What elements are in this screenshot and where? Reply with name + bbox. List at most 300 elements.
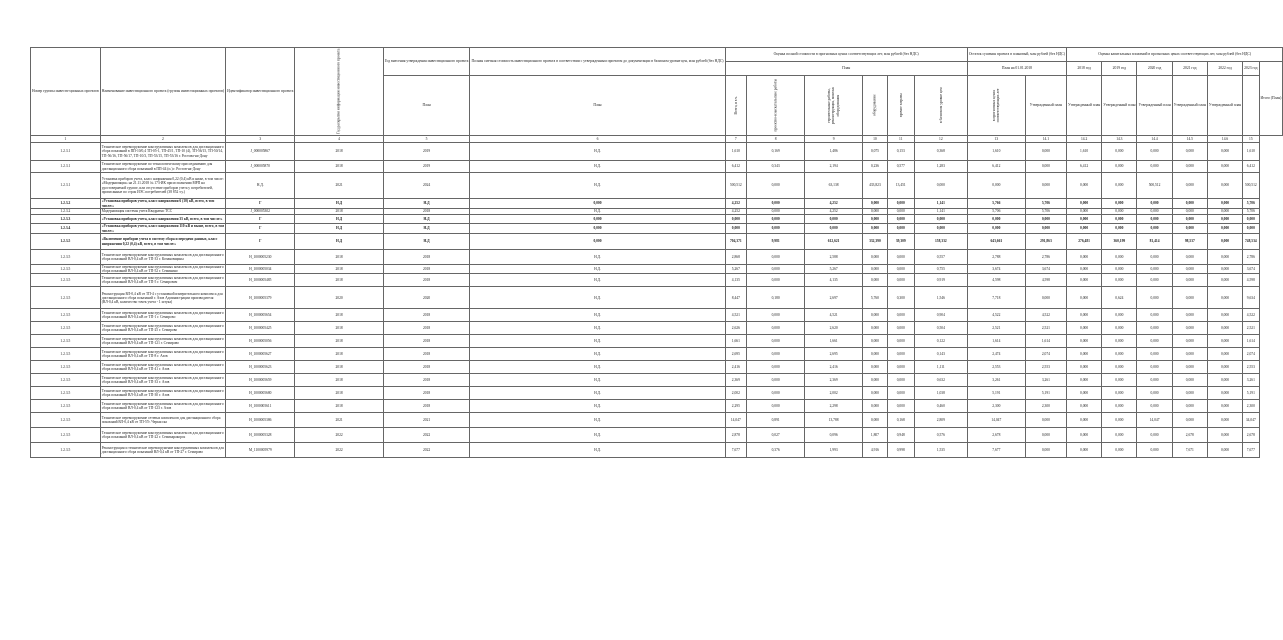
value-cell: 0,000	[887, 387, 914, 400]
value-cell: Н.Д	[295, 215, 383, 224]
group-number-cell: 1.2.3.5	[31, 322, 101, 335]
group-number-cell: 1.2.3.5	[31, 234, 101, 250]
value-cell: 4,598	[1025, 274, 1066, 287]
table-row	[31, 173, 1283, 199]
value-cell: Н.Д.	[470, 143, 725, 161]
project-name-cell: Техническое перевооружение конструктивных комплексов для дистанционного сбора показаний ВЛ-0,4 кВ от ТП-25 г. Семирово	[100, 322, 225, 335]
value-cell: 7,718	[967, 287, 1025, 309]
value-cell: 2018	[295, 309, 383, 322]
value-cell: 2,788	[967, 250, 1025, 265]
value-cell: 0,000	[887, 274, 914, 287]
value-cell: 0,000	[1172, 361, 1207, 374]
value-cell: 2018	[383, 309, 470, 322]
value-cell: 0,000	[725, 224, 747, 234]
value-cell: 0,000	[887, 374, 914, 387]
value-cell: 291,863	[1025, 234, 1066, 250]
value-cell: J_000005302	[226, 209, 295, 215]
value-cell: 2,194	[805, 161, 863, 173]
table-row	[31, 348, 1283, 361]
value-cell: 0,000	[1207, 387, 1242, 400]
value-cell: 0,000	[1207, 309, 1242, 322]
value-cell: 2021	[383, 413, 470, 428]
value-cell: 39,309	[887, 234, 914, 250]
value-cell: 643,661	[967, 234, 1025, 250]
value-cell: Н.Д.	[470, 209, 725, 215]
value-cell: 0,755	[914, 265, 967, 274]
hdr-sub-total: Всего, в т.ч.	[725, 76, 747, 136]
value-cell: 0,000	[887, 400, 914, 413]
value-cell: 0,000	[1102, 143, 1137, 161]
column-number: 14.4	[1137, 136, 1172, 143]
column-number: 14.2	[1066, 136, 1101, 143]
project-name-cell: Техническое перевооружение сетевых комплексов для дистанционного сбора показаний ВЛ-0,4 кВ от ТП-57г. Черкасска	[100, 413, 225, 428]
hdr-group-number: Номер группы инвести-ционных проектов	[31, 48, 101, 136]
value-cell: 1,614	[967, 335, 1025, 348]
value-cell: 2018	[383, 209, 470, 215]
value-cell: 2021	[295, 173, 383, 199]
value-cell: 0,000	[1137, 209, 1172, 215]
value-cell: 0,000	[1102, 224, 1137, 234]
value-cell: Н.Д.	[470, 361, 725, 374]
group-number-cell: 1.2.3.5	[31, 265, 101, 274]
hdr-year-2019: 2019 год	[1102, 62, 1137, 76]
value-cell: 4,135	[805, 274, 863, 287]
value-cell: 0,000	[863, 209, 888, 215]
value-cell: 0,000	[747, 335, 805, 348]
hdr-sub-base-prices: в базисном уровне цен	[914, 76, 967, 136]
table-row	[31, 400, 1283, 413]
value-cell: 0,000	[1172, 387, 1207, 400]
value-cell: 0,300	[887, 287, 914, 309]
value-cell: Н.Д.	[470, 161, 725, 173]
value-cell: 0,000	[1137, 400, 1172, 413]
group-number-cell: 1.2.3.5	[31, 250, 101, 265]
hdr-approval-year: Год внесения утверждения инвестиционного проекта	[383, 48, 470, 76]
value-cell: 0,000	[470, 215, 725, 224]
hdr-year-2021: 2021 год	[1172, 62, 1207, 76]
value-cell: 2,878	[725, 428, 747, 443]
value-cell: Н.Д	[383, 199, 470, 209]
value-cell: 0,632	[914, 374, 967, 387]
value-cell: 2,074	[1025, 348, 1066, 361]
value-cell: 0,000	[1172, 143, 1207, 161]
value-cell: 1,661	[805, 335, 863, 348]
value-cell: 2020	[295, 287, 383, 309]
value-cell: 0,000	[1243, 224, 1259, 234]
value-cell: 0,000	[1172, 287, 1207, 309]
value-cell: 0,000	[1066, 199, 1101, 209]
value-cell: H_1000005379	[226, 287, 295, 309]
value-cell: 13,788	[805, 413, 863, 428]
value-cell: 0,000	[863, 224, 888, 234]
group-number-cell: 1.2.3.5	[31, 287, 101, 309]
value-cell: H_1000005386	[226, 413, 295, 428]
value-cell: 0,000	[1025, 428, 1066, 443]
value-cell: Н.Д.	[470, 413, 725, 428]
value-cell: 2018	[383, 322, 470, 335]
value-cell: 2,786	[1025, 250, 1066, 265]
group-number-cell: 1.2.3.5	[31, 374, 101, 387]
value-cell: 0,000	[1172, 215, 1207, 224]
value-cell: 0,000	[863, 361, 888, 374]
value-cell: 2,369	[805, 374, 863, 387]
hdr-sub-other: прочие затраты	[887, 76, 914, 136]
value-cell: 0,000	[863, 309, 888, 322]
value-cell: 2022	[383, 443, 470, 458]
value-cell: H_1000005623	[226, 361, 295, 374]
value-cell: Н.Д.	[470, 374, 725, 387]
table-row	[31, 287, 1283, 309]
value-cell: 0,000	[1207, 374, 1242, 387]
value-cell: 0,000	[887, 199, 914, 209]
value-cell: 0,460	[914, 400, 967, 413]
value-cell: 3,261	[1025, 374, 1066, 387]
value-cell: 14,047	[967, 413, 1025, 428]
value-cell: 1,111	[914, 361, 967, 374]
value-cell: 500,512	[1243, 173, 1259, 199]
table-row	[31, 265, 1283, 274]
value-cell: 5,267	[805, 265, 863, 274]
value-cell: 0,000	[470, 199, 725, 209]
value-cell: 1,283	[914, 161, 967, 173]
value-cell: 0,000	[1172, 224, 1207, 234]
value-cell: 2,416	[805, 361, 863, 374]
value-cell: 0,904	[914, 309, 967, 322]
value-cell: 3,674	[1025, 265, 1066, 274]
value-cell: Н.Д.	[470, 387, 725, 400]
column-number: 5	[383, 136, 470, 143]
value-cell: 1,610	[1243, 143, 1259, 161]
value-cell: 2,678	[1243, 428, 1259, 443]
project-name-cell: «Установка приборов учета, класс напряжения 110 кВ и выше, всего, в том числе:»	[101, 224, 225, 233]
value-cell: H_1000005485	[226, 274, 295, 287]
value-cell: 2018	[295, 322, 383, 335]
value-cell: 0,000	[1137, 199, 1172, 209]
value-cell: 0,000	[1207, 161, 1242, 173]
hdr-sub-plan-5: План	[383, 76, 470, 136]
value-cell: 0,000	[887, 265, 914, 274]
value-cell: 2,695	[805, 348, 863, 361]
value-cell: 0,000	[1207, 348, 1242, 361]
value-cell: 0,000	[1066, 335, 1101, 348]
value-cell: 0,000	[1172, 309, 1207, 322]
value-cell: 2019	[383, 143, 470, 161]
table-row	[31, 224, 1283, 234]
value-cell: 0,000	[887, 361, 914, 374]
value-cell: 5,766	[967, 199, 1025, 209]
value-cell: 2018	[383, 374, 470, 387]
value-cell: 612,621	[805, 234, 863, 250]
value-cell: 2018	[295, 348, 383, 361]
header-row-1	[31, 48, 1283, 62]
value-cell: H_1000005230	[226, 250, 295, 265]
project-name-cell: Техническое перевооружение конструктивных комплексов для дистанционного сбора показаний ВЛ-0,4 кВ от ТП-41 г. Азов	[100, 361, 225, 374]
value-cell: 5,706	[1025, 209, 1066, 215]
value-cell: 2,521	[1243, 322, 1259, 335]
value-cell: 0,000	[1025, 413, 1066, 428]
value-cell: Н.Д.	[470, 335, 725, 348]
value-cell: 3,674	[967, 265, 1025, 274]
column-number: 14.3	[1102, 136, 1137, 143]
value-cell: 63,138	[805, 173, 863, 199]
table-row	[31, 234, 1283, 250]
value-cell: 0,000	[1066, 428, 1101, 443]
value-cell: 0,504	[914, 322, 967, 335]
value-cell: 0,180	[747, 287, 805, 309]
value-cell: 2,300	[1243, 400, 1259, 413]
hdr-project-id: Идентификатор инвестиционного проекта	[226, 48, 295, 136]
table-row	[31, 335, 1283, 348]
hdr-year-2023: 2023 год	[1243, 62, 1259, 76]
value-cell: 2,369	[725, 374, 747, 387]
column-number: 15	[1243, 136, 1259, 143]
value-cell: 0,000	[863, 215, 888, 224]
value-cell: 5,191	[1025, 387, 1066, 400]
value-cell: 0,000	[863, 274, 888, 287]
value-cell: 2,697	[805, 287, 863, 309]
value-cell: 2,588	[805, 250, 863, 265]
value-cell: 0,948	[887, 428, 914, 443]
value-cell: 5,191	[967, 387, 1025, 400]
value-cell: 0,000	[1172, 335, 1207, 348]
value-cell: Н.Д.	[470, 348, 725, 361]
value-cell: H_1000005627	[226, 348, 295, 361]
value-cell: 2018	[383, 348, 470, 361]
value-cell: 14,047	[725, 413, 747, 428]
value-cell: 0,000	[747, 173, 805, 199]
value-cell: 500,512	[725, 173, 747, 199]
value-cell: 5,706	[1025, 199, 1066, 209]
value-cell: 0,000	[1207, 143, 1242, 161]
value-cell: 0,000	[747, 374, 805, 387]
value-cell: 0,000	[1172, 322, 1207, 335]
value-cell: 0,557	[914, 250, 967, 265]
value-cell: 9,981	[747, 234, 805, 250]
value-cell: 0,000	[1137, 215, 1172, 224]
value-cell: 3,261	[967, 374, 1025, 387]
value-cell: 0,000	[967, 224, 1025, 234]
value-cell: 0,000	[1137, 309, 1172, 322]
value-cell: 7,671	[1172, 443, 1207, 458]
project-name-cell: Техническое перевооружение конструктивных комплексов для дистанционного сбора показаний ВЛ-0,4 кВ от ТП-22 г. Семикаракорск	[100, 428, 225, 443]
table-row	[31, 374, 1283, 387]
value-cell: H_1000005034	[226, 265, 295, 274]
value-cell: 81,414	[1137, 234, 1172, 250]
value-cell: 0,000	[1207, 335, 1242, 348]
group-number-cell: 1.2.3.5	[31, 413, 101, 428]
hdr-capital-investments: Оценка капитальных вложений в прогнозных ценах соответствующих лет, млн рублей (без НДС)	[1066, 48, 1282, 62]
hdr-project-name: Наименование инвестиционного проекта (группы инвестиционных проектов)	[100, 48, 225, 136]
hdr-year-2022: 2022 год	[1207, 62, 1242, 76]
value-cell: 0,998	[887, 443, 914, 458]
value-cell: 0,000	[887, 322, 914, 335]
value-cell: 1,614	[1243, 335, 1259, 348]
table-row	[31, 215, 1283, 224]
value-cell: 2018	[295, 335, 383, 348]
hdr-sub-forecast-prices: в прогнозных ценах соответствующих лет	[967, 76, 1025, 136]
value-cell: 0,000	[863, 413, 888, 428]
value-cell: 0,000	[863, 374, 888, 387]
value-cell: 0,169	[747, 143, 805, 161]
value-cell: 2022	[295, 428, 383, 443]
value-cell: 6,412	[725, 161, 747, 173]
value-cell: 0,000	[1102, 374, 1137, 387]
value-cell: 0,000	[1243, 215, 1259, 224]
value-cell: 0,000	[863, 265, 888, 274]
value-cell: 0,168	[887, 413, 914, 428]
value-cell: 2,553	[1243, 361, 1259, 374]
value-cell: 6,412	[1243, 161, 1259, 173]
value-cell: 0,075	[863, 143, 888, 161]
value-cell: H_1000005654	[226, 309, 295, 322]
project-name-cell: Техническое перевооружение конструктивных комплексов для дистанционного сбора показаний ВЛ-0,4 кВ от ТП-30 г. Азов	[100, 387, 225, 400]
value-cell: Н.Д.	[470, 250, 725, 265]
value-cell: 0,000	[863, 322, 888, 335]
group-number-cell: 1.2.3.5	[31, 400, 101, 413]
value-cell: 0,000	[1172, 400, 1207, 413]
value-cell: 0,236	[863, 161, 888, 173]
value-cell: 34,047	[1243, 413, 1259, 428]
value-cell: 0,000	[1066, 215, 1101, 224]
value-cell: 2,786	[1243, 250, 1259, 265]
value-cell: 0,000	[725, 215, 747, 224]
value-cell: 0,000	[914, 173, 967, 199]
value-cell: 0,000	[1102, 348, 1137, 361]
value-cell: 2024	[383, 173, 470, 199]
value-cell: 0,000	[1066, 374, 1101, 387]
value-cell: 0,000	[1066, 309, 1101, 322]
value-cell: 4,598	[1243, 274, 1259, 287]
column-number: 2	[100, 136, 225, 143]
value-cell: 2,416	[725, 361, 747, 374]
table-row	[31, 199, 1283, 209]
value-cell: 360,199	[1102, 234, 1137, 250]
value-cell: H_1000005680	[226, 387, 295, 400]
hdr-total: Итого (План)	[1259, 62, 1283, 136]
value-cell: 0,000	[1207, 413, 1242, 428]
value-cell: Г	[226, 199, 295, 209]
column-number: 7	[725, 136, 747, 143]
group-number-cell: 1.2.3.5	[31, 443, 101, 458]
value-cell: 0,000	[1172, 173, 1207, 199]
value-cell: 158,332	[914, 234, 967, 250]
value-cell: 0,096	[805, 428, 863, 443]
value-cell: 0,000	[863, 250, 888, 265]
value-cell: 3,674	[1243, 265, 1259, 274]
group-number-cell: 1.2.3.5	[31, 387, 101, 400]
value-cell: 0,000	[470, 234, 725, 250]
table-row	[31, 143, 1283, 161]
value-cell: 0,000	[1066, 413, 1101, 428]
value-cell: 14,047	[1137, 413, 1172, 428]
value-cell: 0,000	[1102, 309, 1137, 322]
value-cell: 2018	[383, 387, 470, 400]
value-cell: 0,000	[1137, 265, 1172, 274]
value-cell: 0,000	[1025, 443, 1066, 458]
table-row	[31, 413, 1283, 428]
value-cell: 0,000	[1102, 250, 1137, 265]
value-cell: 0,000	[914, 215, 967, 224]
hdr-disclosure-year: Год раскрытия информации инвестиционного проекта	[295, 48, 383, 136]
value-cell: 4,252	[805, 199, 863, 209]
value-cell: Н.Д.	[470, 265, 725, 274]
value-cell: 2,521	[1025, 322, 1066, 335]
project-name-cell: Техническое перевооружение конструктивных комплексов для дистанционного сбора показаний ВЛ-0,4 кВ от ТП-5 г. Семирович	[100, 274, 225, 287]
value-cell: 2,521	[967, 322, 1025, 335]
value-cell: 0,000	[1137, 161, 1172, 173]
value-cell: 4,916	[863, 443, 888, 458]
group-number-cell: 1.2.3.5	[31, 428, 101, 443]
value-cell: Н.Д.	[470, 322, 725, 335]
hdr-year-2018: 2018 год	[1066, 62, 1101, 76]
value-cell: 0,000	[747, 387, 805, 400]
value-cell: 2,678	[967, 428, 1025, 443]
value-cell: 7,677	[725, 443, 747, 458]
value-cell: 0,000	[747, 274, 805, 287]
value-cell: 0,122	[914, 335, 967, 348]
value-cell: 0,000	[887, 215, 914, 224]
value-cell: Н.Д.	[470, 173, 725, 199]
value-cell: 2018	[295, 387, 383, 400]
table-row	[31, 250, 1283, 265]
value-cell: J_000005867	[226, 143, 295, 161]
value-cell: 0,000	[805, 215, 863, 224]
value-cell: 0,000	[1102, 387, 1137, 400]
value-cell: 0,000	[1172, 374, 1207, 387]
value-cell: 0,000	[1066, 265, 1101, 274]
value-cell: 2018	[295, 250, 383, 265]
value-cell: 0,000	[1066, 250, 1101, 265]
value-cell: 0,000	[1066, 287, 1101, 309]
value-cell: 2018	[295, 361, 383, 374]
column-number: 6	[470, 136, 725, 143]
table-row	[31, 387, 1283, 400]
value-cell: 0,000	[1207, 443, 1242, 458]
value-cell: 0,000	[1025, 173, 1066, 199]
value-cell: 0,000	[1137, 361, 1172, 374]
value-cell: 433,823	[863, 173, 888, 199]
value-cell: 0,000	[1172, 161, 1207, 173]
value-cell: Н.Д.	[470, 274, 725, 287]
table-row	[31, 428, 1283, 443]
value-cell: 1,141	[914, 209, 967, 215]
value-cell: 2,678	[1172, 428, 1207, 443]
value-cell: 0,624	[1102, 287, 1137, 309]
value-cell: 2,553	[967, 361, 1025, 374]
project-name-cell: Техническое перевооружение конструктивных комплексов для дистанционного сбора показаний ВЛ-0,4 кВ от ТП-8 г. Азов	[100, 348, 225, 361]
value-cell: 2,300	[1025, 400, 1066, 413]
hdr-year-2020: 2020 год	[1137, 62, 1172, 76]
value-cell: 0,000	[1102, 199, 1137, 209]
group-number-cell: 1.2.3.1	[31, 173, 101, 199]
value-cell: H_1000005425	[226, 322, 295, 335]
value-cell: 0,000	[863, 335, 888, 348]
value-cell: 0,000	[1066, 274, 1101, 287]
column-number: 3	[226, 136, 295, 143]
column-number: 11	[887, 136, 914, 143]
value-cell: 5,706	[967, 209, 1025, 215]
column-number: 8	[747, 136, 805, 143]
value-cell: 0,000	[747, 209, 805, 215]
project-name-cell: «Установка приборов учета, класс напряжения 35 кВ, всего, в том числе:»	[100, 215, 225, 224]
project-name-cell: Установка приборов учета, класс напряжения 0,22 (0,4) кВ и ниже, в том числе: «Модернизация» на 21.11.2018 № 173-ИК при исполнении МРП на удостоверяемой группе, или отсутствие приборов учета у потребителей, прописанные по строк ИЭС потребителей (38 852 т.у.)	[100, 173, 225, 199]
value-cell: 0,000	[967, 215, 1025, 224]
value-cell: 0,000	[1137, 335, 1172, 348]
table-body	[31, 143, 1283, 458]
investment-table	[30, 47, 1283, 458]
value-cell: 4,522	[1243, 309, 1259, 322]
value-cell: 4,252	[725, 199, 747, 209]
